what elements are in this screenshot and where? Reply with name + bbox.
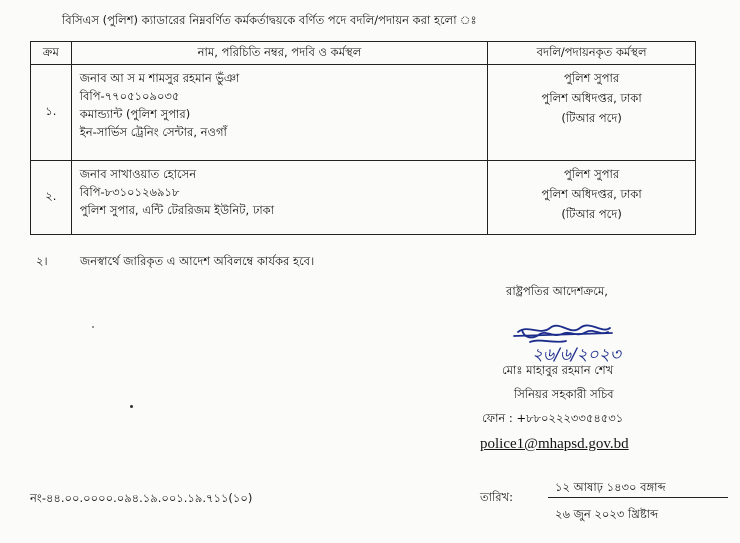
transfer-table: [30, 41, 696, 235]
placement-cell: [488, 161, 696, 235]
placement-cell: [488, 65, 696, 161]
placement-note: (টিআর পদে): [561, 111, 622, 125]
placement-header: বদলি/পদায়নকৃত কর্মস্থল: [488, 42, 696, 65]
date-divider: [548, 497, 728, 498]
placement-office: পুলিশ অধিদপ্তর, ঢাকা: [541, 187, 642, 201]
officer-bp-number: বিপি-৮৩১০১২৬৯১৮: [79, 185, 180, 199]
date-bengali: ১২ আষাঢ় ১৪৩০ বঙ্গাব্দ: [555, 480, 666, 494]
handwritten-signature: [510, 322, 710, 364]
paragraph-text: জনস্বার্থে জারিকৃত এ আদেশ অবিলম্বে কার্যকর হবে।: [80, 254, 315, 268]
ink-speck: [92, 326, 94, 328]
officer-designation: কমান্ড্যান্ট (পুলিশ সুপার): [79, 107, 191, 121]
paragraph-number: ২।: [36, 254, 48, 268]
placement-office: পুলিশ অধিদপ্তর, ঢাকা: [541, 91, 642, 105]
signatory-phone: ফোন : +৮৮০২২২৩৩৫৪৫৩১: [482, 411, 624, 425]
handwritten-date: ২৬/৬/২০২৩: [532, 345, 621, 364]
table-row: [31, 65, 696, 161]
officer-cell: [71, 65, 488, 161]
officer-designation: পুলিশ সুপার, এন্টি টেররিজম ইউনিট, ঢাকা: [79, 203, 275, 217]
signature-ink-strokes: [514, 325, 612, 342]
serial-cell: ১.: [31, 65, 72, 161]
officer-bp-number: বিপি-৭৭০৫১০৯০৩৫: [79, 89, 180, 103]
placement-post: পুলিশ সুপার: [564, 71, 620, 85]
officer-name: জনাব সাখাওয়াত হোসেন: [79, 167, 197, 181]
date-label: তারিখ:: [480, 490, 514, 504]
serial-cell: ২.: [31, 161, 72, 235]
order-line: রাষ্ট্রপতির আদেশক্রমে,: [506, 284, 608, 298]
signatory-title: সিনিয়র সহকারী সচিব: [514, 387, 614, 401]
officer-header: নাম, পরিচিতি নম্বর, পদবি ও কর্মস্থল: [71, 42, 488, 65]
table-header-row: [31, 42, 696, 65]
officer-name: জনাব আ স ম শামসুর রহমান ভুঁঞা: [79, 71, 240, 85]
ink-speck: [130, 405, 133, 408]
table-row: [31, 161, 696, 235]
signatory-email-link[interactable]: police1@mhapsd.gov.bd: [480, 436, 629, 452]
intro-text: বিসিএস (পুলিশ) ক্যাডারের নিম্নবর্ণিত কর্মকর্তাদ্বয়কে বর্ণিত পদে বদলি/পদায়ন করা হলো ঃ: [62, 13, 477, 27]
placement-post: পুলিশ সুপার: [564, 167, 620, 181]
serial-header: ক্রম: [31, 42, 72, 65]
date-gregorian: ২৬ জুন ২০২৩ খ্রিষ্টাব্দ: [555, 507, 659, 521]
placement-note: (টিআর পদে): [561, 207, 622, 221]
officer-cell: [71, 161, 488, 235]
signatory-name: মোঃ মাহাবুর রহমান শেখ: [502, 363, 614, 377]
memo-number: নং-৪৪.০০.০০০০.০৯৪.১৯.০০১.১৯.৭১১(১০): [30, 491, 253, 505]
officer-workplace: ইন-সার্ভিস ট্রেনিং সেন্টার, নওগাঁ: [79, 125, 227, 139]
